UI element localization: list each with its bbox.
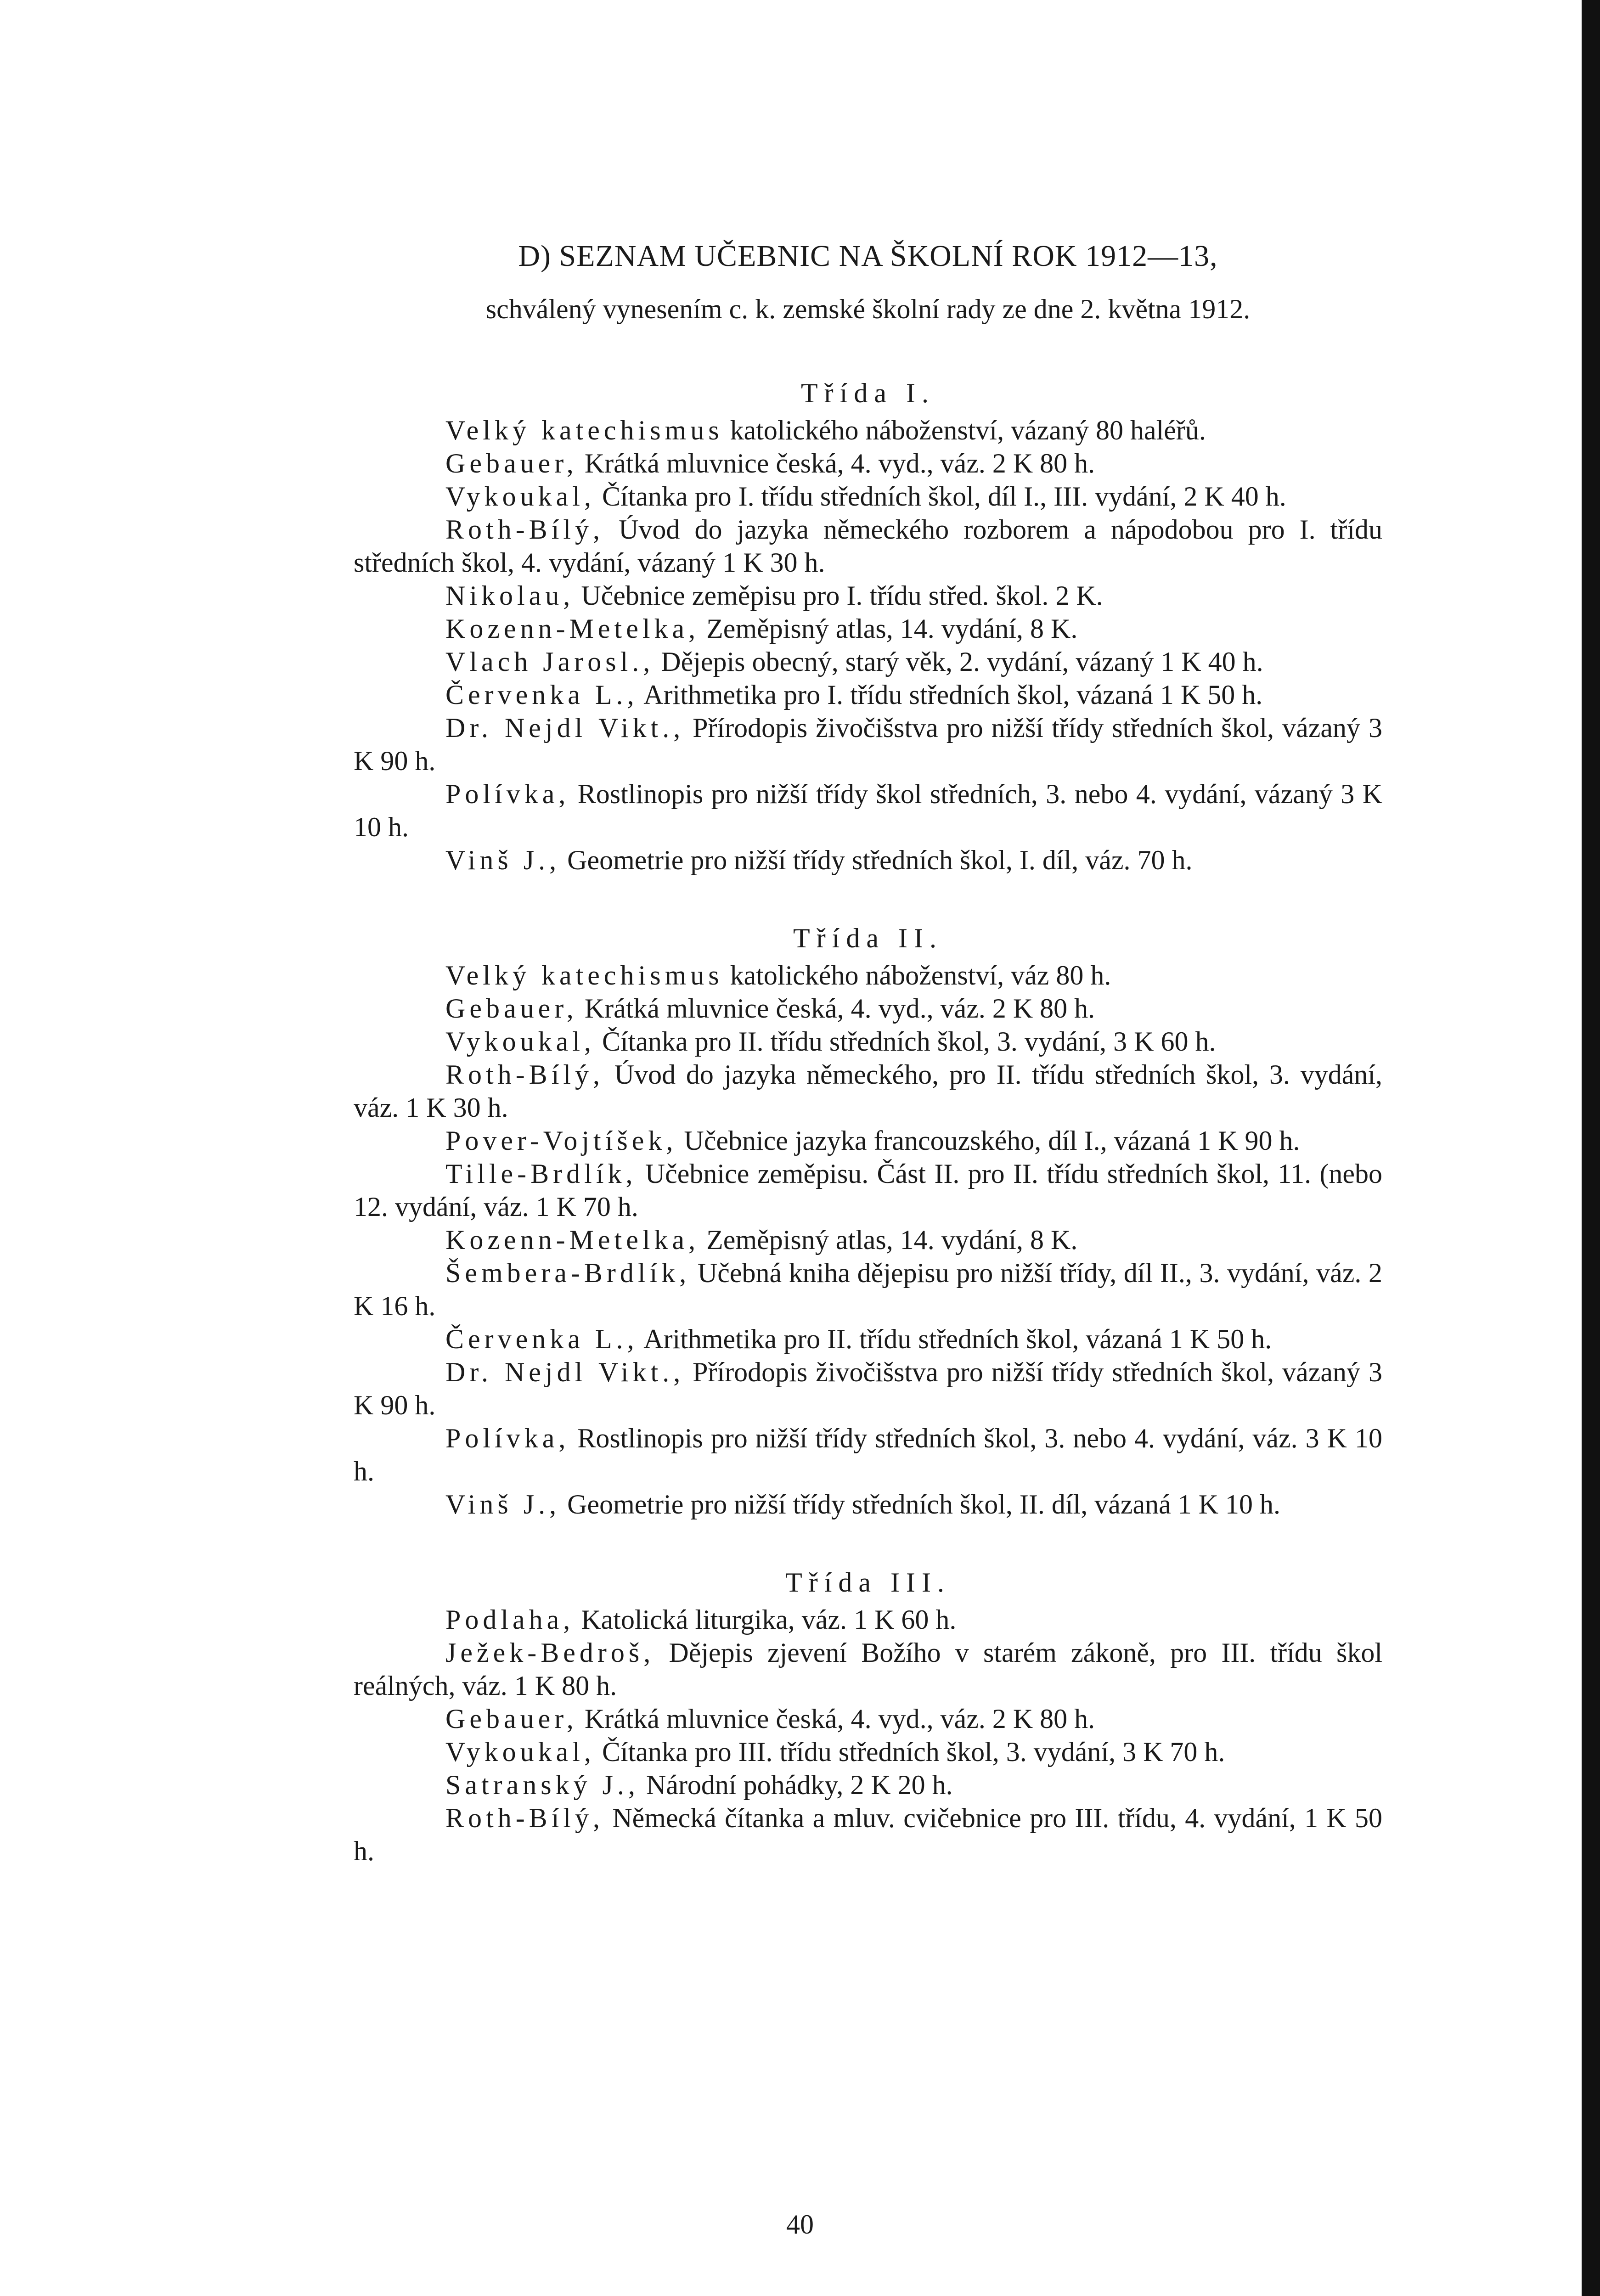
entry-author: Nikolau,: [445, 580, 575, 611]
entry-text: Učebnice zeměpisu. Část II. pro II. třídu středních škol, 11. (nebo 12. vydání, váz. 1 K 70 h.: [354, 1159, 1382, 1222]
book-entry: [354, 844, 1382, 877]
entry-text: Dějepis zjevení Božího v starém zákoně, pro III. třídu škol reálných, váz. 1 K 80 h.: [354, 1638, 1382, 1701]
entry-author: Vykoukal,: [445, 481, 595, 512]
entry-text: Rostlinopis pro nižší třídy škol středních, 3. nebo 4. vydání, vázaný 3 K 10 h.: [354, 779, 1382, 842]
entry-text: katolického náboženství, vázaný 80 haléřů.: [723, 415, 1206, 445]
book-entry: [354, 579, 1382, 612]
entry-text: Čítanka pro III. třídu středních škol, 3. vydání, 3 K 70 h.: [595, 1737, 1225, 1767]
book-entry: [354, 1356, 1382, 1422]
book-entry: [354, 414, 1382, 447]
book-entry: [354, 1801, 1382, 1868]
page-subtitle: schválený vynesením c. k. zemské školní rady ze dne 2. května 1912.: [485, 294, 1251, 324]
entry-author: Polívka,: [445, 779, 570, 809]
entry-author: Kozenn-Metelka,: [445, 613, 700, 644]
page-title: D) SEZNAM UČEBNIC NA ŠKOLNÍ ROK 1912—13,: [518, 239, 1218, 273]
book-entry: [354, 992, 1382, 1025]
entry-author: Gebauer,: [445, 993, 578, 1024]
entry-text: Německá čítanka a mluv. cvičebnice pro III. třídu, 4. vydání, 1 K 50 h.: [354, 1803, 1382, 1866]
entry-author: Satranský J.,: [445, 1770, 639, 1800]
scan-edge: [1582, 0, 1600, 2296]
book-entry: [354, 1603, 1382, 1636]
section-heading: Třída II.: [793, 923, 943, 953]
entry-author: Roth-Bílý,: [445, 1059, 604, 1090]
section-trida-3: [354, 1567, 1382, 1868]
entry-author: Roth-Bílý,: [445, 514, 604, 545]
book-entry: [354, 447, 1382, 480]
entry-text: Geometrie pro nižší třídy středních škol, II. díl, vázaná 1 K 10 h.: [560, 1489, 1281, 1519]
entry-text: Krátká mluvnice česká, 4. vyd., váz. 2 K 80 h.: [577, 448, 1095, 478]
entry-author: Vykoukal,: [445, 1026, 595, 1057]
entry-text: Učebná kniha dějepisu pro nižší třídy, díl II., 3. vydání, váz. 2 K 16 h.: [354, 1258, 1382, 1321]
entry-author: Vlach Jarosl.,: [445, 647, 654, 677]
entry-author: Šembera-Brdlík,: [445, 1258, 691, 1288]
section-trida-2: [354, 923, 1382, 1521]
entry-text: Dějepis obecný, starý věk, 2. vydání, vázaný 1 K 40 h.: [654, 647, 1263, 677]
entry-author: Vinš J.,: [445, 1489, 561, 1519]
entry-author: Vykoukal,: [445, 1737, 595, 1767]
entry-text: Národní pohádky, 2 K 20 h.: [639, 1770, 953, 1800]
entry-text: Arithmetika pro I. třídu středních škol, vázaná 1 K 50 h.: [638, 680, 1263, 710]
book-entry: [354, 1058, 1382, 1124]
page-content: [354, 239, 1382, 1868]
entry-author: Dr. Nejdl Vikt.,: [445, 1357, 685, 1387]
entry-author: Roth-Bílý,: [445, 1803, 604, 1833]
entry-text: Geometrie pro nižší třídy středních škol, I. díl, váz. 70 h.: [560, 845, 1193, 875]
book-entry: [354, 1735, 1382, 1768]
entry-author: Červenka L.,: [445, 680, 638, 710]
book-entry: [354, 1322, 1382, 1356]
entry-author: Vinš J.,: [445, 845, 561, 875]
entry-text: Zeměpisný atlas, 14. vydání, 8 K.: [699, 613, 1078, 644]
book-entry: [354, 1223, 1382, 1256]
book-entry: [354, 1157, 1382, 1223]
entry-text: katolického náboženství, váz 80 h.: [723, 960, 1111, 990]
book-entry: [354, 711, 1382, 777]
book-entry: [354, 959, 1382, 992]
entry-text: Krátká mluvnice česká, 4. vyd., váz. 2 K 80 h.: [577, 1704, 1095, 1734]
book-entry: [354, 513, 1382, 579]
book-entry: [354, 1768, 1382, 1801]
entry-text: Přírodopis živočišstva pro nižší třídy středních škol, vázaný 3 K 90 h.: [354, 713, 1382, 776]
entry-author: Velký katechismus: [445, 960, 723, 990]
book-entry: [354, 1025, 1382, 1058]
book-entry: [354, 1636, 1382, 1702]
book-entry: [354, 480, 1382, 513]
entry-text: Katolická liturgika, váz. 1 K 60 h.: [574, 1604, 957, 1635]
entry-author: Polívka,: [445, 1423, 570, 1453]
book-entry: [354, 645, 1382, 678]
book-entry: [354, 1422, 1382, 1488]
entry-text: Přírodopis živočišstva pro nižší třídy středních škol, vázaný 3 K 90 h.: [354, 1357, 1382, 1420]
section-heading: Třída III.: [785, 1567, 951, 1598]
entry-text: Arithmetika pro II. třídu středních škol, vázaná 1 K 50 h.: [638, 1324, 1272, 1354]
entry-text: Čítanka pro II. třídu středních škol, 3. vydání, 3 K 60 h.: [595, 1026, 1216, 1057]
section-trida-1: [354, 377, 1382, 877]
book-entry: [354, 1488, 1382, 1521]
entry-author: Tille-Brdlík,: [445, 1159, 637, 1189]
book-entry: [354, 1124, 1382, 1157]
book-entry: [354, 678, 1382, 711]
page-number: 40: [786, 2209, 814, 2240]
book-entry: [354, 1702, 1382, 1735]
entry-text: Zeměpisný atlas, 14. vydání, 8 K.: [699, 1225, 1078, 1255]
entry-author: Pover-Vojtíšek,: [445, 1125, 677, 1156]
entry-text: Krátká mluvnice česká, 4. vyd., váz. 2 K 80 h.: [577, 993, 1095, 1024]
entry-author: Ježek-Bedroš,: [445, 1638, 655, 1668]
entry-text: Učebnice jazyka francouzského, díl I., vázaná 1 K 90 h.: [677, 1125, 1300, 1156]
book-entry: [354, 612, 1382, 645]
entry-text: Rostlinopis pro nižší třídy středních škol, 3. nebo 4. vydání, váz. 3 K 10 h.: [354, 1423, 1382, 1486]
entry-author: Velký katechismus: [445, 415, 723, 445]
entry-author: Gebauer,: [445, 1704, 578, 1734]
entry-text: Úvod do jazyka německého, pro II. třídu středních škol, 3. vydání, váz. 1 K 30 h.: [354, 1059, 1382, 1123]
entry-author: Červenka L.,: [445, 1324, 638, 1354]
entry-author: Gebauer,: [445, 448, 578, 478]
section-heading: Třída I.: [801, 378, 935, 408]
entry-author: Kozenn-Metelka,: [445, 1225, 700, 1255]
entry-author: Dr. Nejdl Vikt.,: [445, 713, 685, 743]
entry-text: Učebnice zeměpisu pro I. třídu střed. škol. 2 K.: [574, 580, 1103, 611]
entry-text: Úvod do jazyka německého rozborem a nápodobou pro I. třídu středních škol, 4. vydání, vázaný 1 K 30 h.: [354, 514, 1382, 578]
entry-text: Čítanka pro I. třídu středních škol, díl I., III. vydání, 2 K 40 h.: [595, 481, 1286, 512]
book-entry: [354, 777, 1382, 844]
book-entry: [354, 1256, 1382, 1322]
entry-author: Podlaha,: [445, 1604, 575, 1635]
